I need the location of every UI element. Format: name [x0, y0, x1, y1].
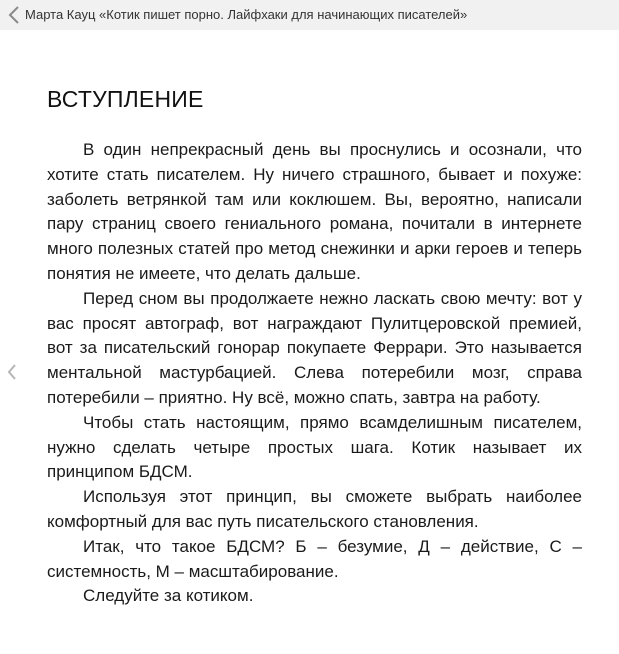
chapter-title: ВСТУПЛЕНИЕ	[47, 86, 204, 112]
back-button[interactable]	[3, 0, 25, 30]
top-bar	[0, 0, 619, 30]
previous-page-button[interactable]	[4, 361, 20, 383]
paragraph: В один непрекрасный день вы проснулись и осознали, что хотите стать писателем. Ну ничего страшного, бывает и похуже: заболеть ветрянкой там или коклюшем. Вы, вероятно, написали пару страниц своего гениального романа, почитали в интернете много полезных статей про метод снежинки и арки героев и теперь понятия не имеете, что делать дальше.	[47, 140, 582, 283]
paragraph: Следуйте за котиком.	[83, 586, 254, 606]
chevron-left-icon	[8, 5, 20, 25]
chapter-body	[47, 138, 582, 609]
reader-page	[47, 82, 582, 609]
book-title: Марта Кауц «Котик пишет порно. Лайфхаки для начинающих писателей»	[25, 7, 468, 22]
paragraph: Итак, что такое БДСМ? Б – безумие, Д – действие, С – системность, М – масштабирование.	[47, 536, 582, 581]
paragraph: Чтобы стать настоящим, прямо всамделишным писателем, нужно сделать четыре простых шага. Котик называет их принципом БДСМ.	[47, 412, 582, 482]
chevron-left-icon	[7, 363, 17, 381]
paragraph: Используя этот принцип, вы сможете выбрать наиболее комфортный для вас путь писательского становления.	[47, 487, 582, 531]
paragraph: Перед сном вы продолжаете нежно ласкать свою мечту: вот у вас просят автограф, вот награждают Пулитцеровской премией, вот за писательский гонорар покупаете Феррари. Это называется ментальной мастурбацией. Слева потеребили мозг, справа потеребили – приятно. Ну всё, можно спать, завтра на работу.	[47, 288, 582, 407]
